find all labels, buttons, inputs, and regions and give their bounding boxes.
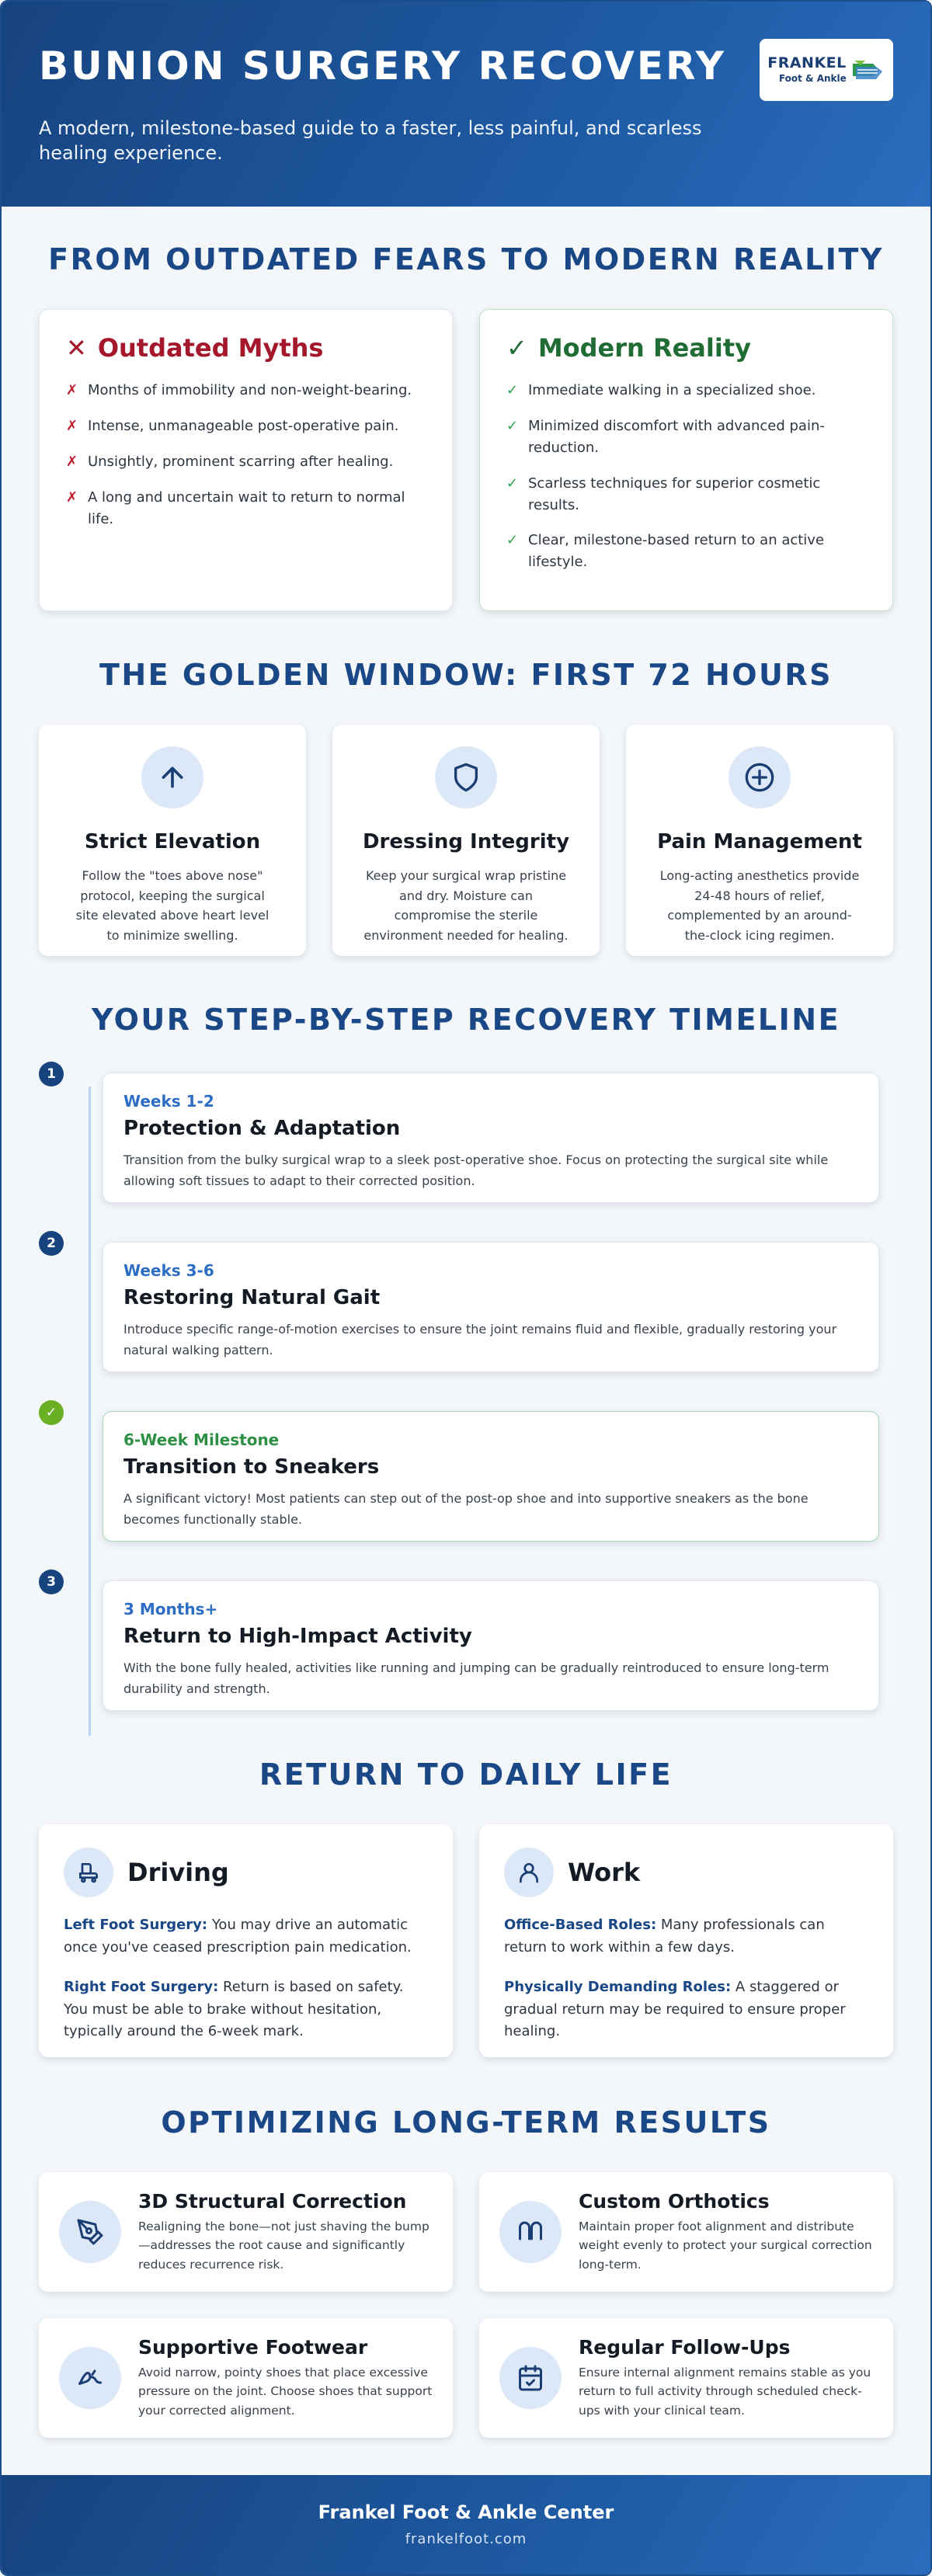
check-bullet-icon: ✓: [506, 382, 519, 398]
reality-list: [506, 380, 866, 573]
recovery-timeline-section: [2, 956, 930, 1711]
list-item: ✓ Immediate walking in a specialized shoe.: [506, 380, 866, 402]
structural-correction-card: [39, 2172, 453, 2292]
myths-list: [66, 380, 426, 530]
work-office-roles: Office-Based Roles: Many professionals can return to work within a few days.: [504, 1917, 825, 1956]
check-bullet-icon: ✓: [506, 475, 519, 492]
card-title: Strict Elevation: [84, 830, 261, 854]
timeline-title: Restoring Natural Gait: [123, 1286, 381, 1310]
work-card: [479, 1824, 893, 2057]
footer-clinic-name: Frankel Foot & Ankle Center: [318, 2501, 614, 2524]
timeline-title: Transition to Sneakers: [123, 1455, 380, 1479]
timeline-item-milestone: [39, 1405, 879, 1542]
step-marker: 3: [39, 1570, 64, 1594]
pain-management-card: [626, 725, 893, 956]
card-title: Regular Follow-Ups: [579, 2335, 791, 2359]
elevation-card: [39, 725, 306, 956]
timeline-text: With the bone fully healed, activities like running and jumping can be gradually reintroduced to ensure long-term durability and strength.: [123, 1660, 829, 1697]
section-title-daily: RETURN TO DAILY LIFE: [259, 1757, 673, 1792]
card-text: Maintain proper foot alignment and distribute weight evenly to protect your surgical correction long-term.: [579, 2219, 872, 2272]
timeline-tag: 3 Months+: [123, 1600, 218, 1619]
timeline-item: [39, 1236, 879, 1372]
close-icon: ✕: [66, 333, 87, 363]
driving-right-foot: Right Foot Surgery: Return is based on safety. You must be able to brake without hesitation, typically around the 6-week mark.: [64, 1978, 404, 2040]
step-marker: 1: [39, 1062, 64, 1086]
pen-tool-icon: [59, 2201, 121, 2263]
x-bullet-icon: ✗: [66, 453, 78, 470]
step-marker: 2: [39, 1231, 64, 1256]
custom-orthotics-card: [479, 2172, 893, 2292]
x-bullet-icon: ✗: [66, 417, 78, 434]
calendar-check-icon: [499, 2347, 562, 2409]
page-subtitle: A modern, milestone-based guide to a faster, less painful, and scarless healing experience.: [39, 117, 702, 165]
timeline-tag: Weeks 3-6: [123, 1261, 214, 1281]
myths-heading: Outdated Myths: [97, 333, 324, 363]
section-title-timeline: YOUR STEP-BY-STEP RECOVERY TIMELINE: [91, 1003, 841, 1038]
driving-card: [39, 1824, 453, 2057]
work-physical-roles: Physically Demanding Roles: A staggered or gradual return may be required to ensure proper healing.: [504, 1978, 846, 2040]
logo-line-1: FRANKEL: [767, 54, 847, 71]
supportive-footwear-card: [39, 2318, 453, 2438]
page-title: BUNION SURGERY RECOVERY: [39, 43, 726, 89]
work-heading: Work: [568, 1858, 641, 1888]
logo-line-2: Foot & Ankle: [778, 73, 847, 84]
timeline-tag: Weeks 1-2: [123, 1092, 214, 1111]
timeline-text: A significant victory! Most patients can step out of the post-op shoe and into supportive sneakers as the bone becomes functionally stable.: [123, 1491, 809, 1528]
shield-icon: [435, 746, 497, 808]
list-item: ✗ Months of immobility and non-weight-bearing.: [66, 380, 426, 402]
card-title: Custom Orthotics: [579, 2189, 770, 2213]
follow-ups-card: [479, 2318, 893, 2438]
section-title-myths: FROM OUTDATED FEARS TO MODERN REALITY: [48, 242, 884, 276]
section-title-golden: THE GOLDEN WINDOW: FIRST 72 HOURS: [99, 658, 833, 693]
footer-website-link[interactable]: frankelfoot.com: [405, 2531, 527, 2548]
check-bullet-icon: ✓: [506, 417, 519, 434]
driving-left-foot: Left Foot Surgery: You may drive an automatic once you've ceased prescription pain medication.: [64, 1917, 412, 1956]
driving-heading: Driving: [127, 1858, 229, 1888]
checkmark-icon: ✓: [506, 333, 527, 363]
timeline-card: [103, 1072, 879, 1203]
golden-window-section: [2, 611, 930, 956]
myths-vs-reality-section: [2, 207, 930, 611]
section-title-optimizing: OPTIMIZING LONG-TERM RESULTS: [161, 2105, 771, 2140]
timeline-item: [39, 1574, 879, 1711]
timeline: [2, 1037, 930, 1711]
footwear-icon: [59, 2347, 121, 2409]
card-title: Supportive Footwear: [138, 2335, 368, 2359]
timeline-tag: 6-Week Milestone: [123, 1431, 280, 1450]
card-text: Follow the "toes above nose" protocol, keeping the surgical site elevated above heart level to minimize swelling.: [75, 868, 270, 944]
card-text: Avoid narrow, pointy shoes that place excessive pressure on the joint. Choose shoes that support your corrected alignment.: [138, 2365, 433, 2418]
timeline-title: Return to High-Impact Activity: [123, 1625, 472, 1649]
list-item: ✗ Unsightly, prominent scarring after healing.: [66, 451, 426, 473]
reality-heading: Modern Reality: [537, 333, 751, 363]
car-seat-icon: [64, 1848, 113, 1897]
card-text: Long-acting anesthetics provide 24-48 hours of relief, complemented by an around-the-clock icing regimen.: [659, 868, 860, 944]
card-text: Ensure internal alignment remains stable as you return to full activity through scheduled check-ups with your clinical team.: [579, 2365, 871, 2418]
timeline-text: Introduce specific range-of-motion exercises to ensure the joint remains fluid and flexible, gradually restoring your natural walking pattern.: [123, 1322, 837, 1358]
timeline-title: Protection & Adaptation: [123, 1117, 401, 1141]
list-item: ✓ Clear, milestone-based return to an active lifestyle.: [506, 530, 866, 573]
modern-reality-card: [479, 309, 893, 611]
card-text: Keep your surgical wrap pristine and dry. Moisture can compromise the sterile environment needed for healing.: [363, 868, 569, 944]
list-item: ✗ A long and uncertain wait to return to normal life.: [66, 487, 426, 530]
x-bullet-icon: ✗: [66, 488, 78, 506]
dressing-card: [332, 725, 600, 956]
timeline-text: Transition from the bulky surgical wrap to a sleek post-operative shoe. Focus on protecting the surgical site while allowing soft tissues to adapt to their corrected position.: [123, 1152, 829, 1189]
logo-mark-icon: [850, 56, 885, 84]
logo: [760, 39, 893, 101]
check-bullet-icon: ✓: [506, 532, 519, 549]
arrow-up-icon: [141, 746, 203, 808]
card-title: Pain Management: [657, 830, 862, 854]
long-term-results-section: [2, 2057, 930, 2438]
card-title: Dressing Integrity: [362, 830, 570, 854]
user-icon: [504, 1848, 554, 1897]
header-banner: [2, 2, 930, 207]
card-title: 3D Structural Correction: [138, 2189, 407, 2213]
x-bullet-icon: ✗: [66, 382, 78, 398]
timeline-card-milestone: [103, 1411, 879, 1542]
timeline-card: [103, 1242, 879, 1372]
daily-life-section: [2, 1711, 930, 2057]
outdated-myths-card: [39, 309, 453, 611]
card-text: Realigning the bone—not just shaving the bump—addresses the root cause and significantly reduces recurrence risk.: [138, 2219, 429, 2272]
list-item: ✓ Minimized discomfort with advanced pain-reduction.: [506, 415, 866, 459]
list-item: ✓ Scarless techniques for superior cosmetic results.: [506, 473, 866, 516]
list-item: ✗ Intense, unmanageable post-operative pain.: [66, 415, 426, 437]
timeline-item: [39, 1066, 879, 1203]
timeline-card: [103, 1580, 879, 1711]
arch-support-icon: [499, 2201, 562, 2263]
plus-circle-icon: [729, 746, 791, 808]
milestone-check-icon: ✓: [39, 1400, 64, 1425]
footer: [2, 2475, 930, 2574]
